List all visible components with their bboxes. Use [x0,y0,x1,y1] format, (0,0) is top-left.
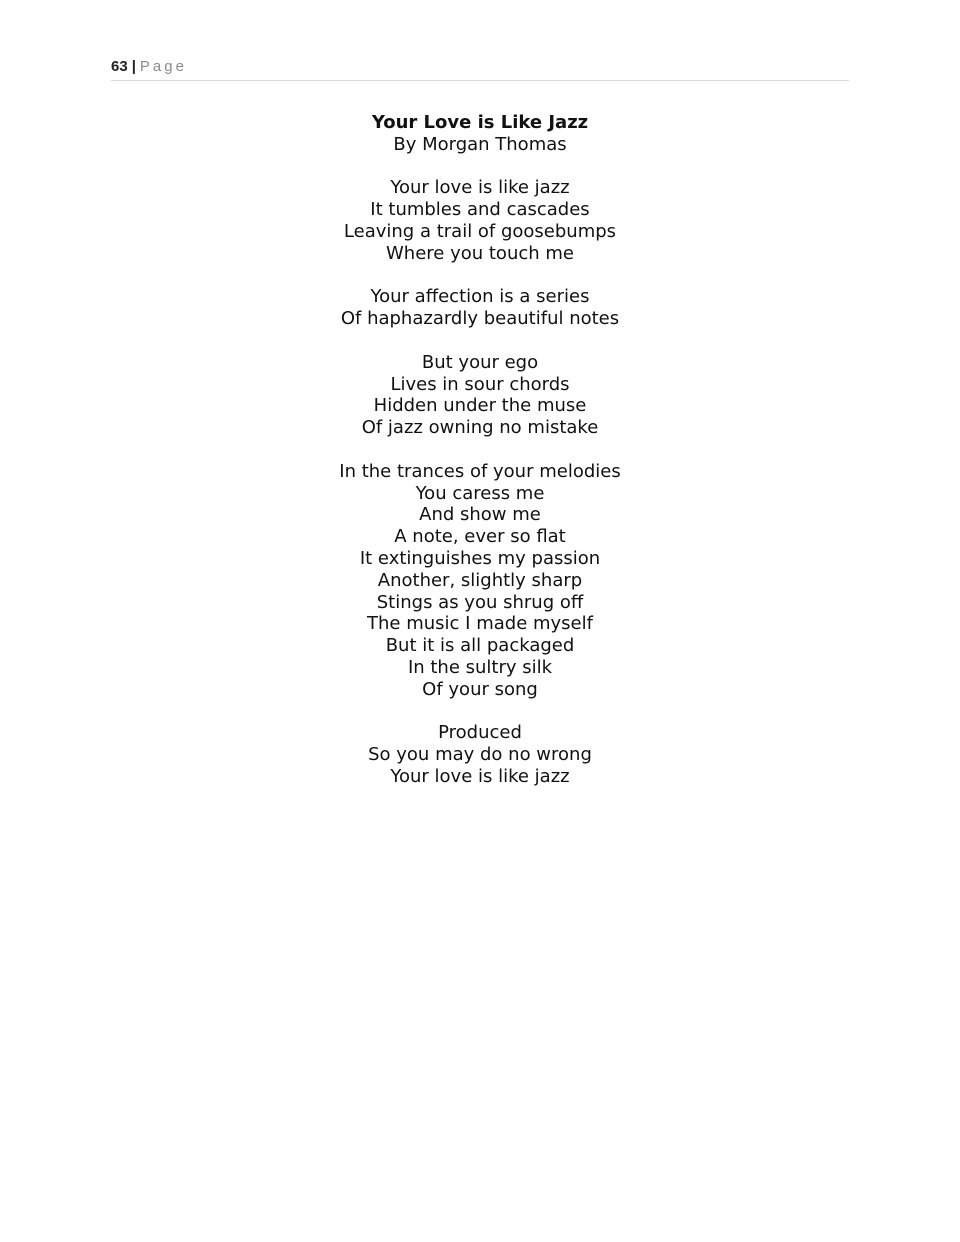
poem-line: Your love is like jazz [390,177,570,199]
poem-line: In the trances of your melodies [339,460,621,482]
stanza-5 [0,722,960,787]
stanza-3 [0,352,960,439]
poem-line: Your love is like jazz [390,765,570,787]
poem-line: Of jazz owning no mistake [361,417,599,439]
poem-line: So you may do no wrong [368,744,592,766]
poem-byline: By Morgan Thomas [393,133,567,155]
page-label: Page [139,58,187,75]
poem-line: It extinguishes my passion [359,547,601,569]
poem-line: And show me [419,504,541,526]
poem-line: Produced [438,722,522,744]
poem-line: You caress me [415,482,545,504]
page-number: 63 [111,58,128,75]
poem-line: Hidden under the muse [373,395,587,417]
poem-line: Another, slightly sharp [377,569,583,591]
poem-line: It tumbles and cascades [370,199,590,221]
poem-line: Your affection is a series [370,286,590,308]
page-separator: | [131,58,136,75]
poem-title: Your Love is Like Jazz [371,112,589,133]
poem-line: Of haphazardly beautiful notes [340,308,620,330]
poem [0,112,960,788]
stanza-2 [0,286,960,330]
poem-line: Stings as you shrug off [376,591,584,613]
poem-line: The music I made myself [367,613,593,635]
poem-line: Of your song [422,678,538,700]
poem-line: Lives in sour chords [390,373,570,395]
poem-line: Leaving a trail of goosebumps [343,220,617,242]
poem-line: But it is all packaged [385,635,575,657]
stanza-4 [0,461,960,701]
page-header [111,56,849,81]
poem-line: Where you touch me [386,242,574,264]
stanza-1 [0,177,960,264]
poem-line: But your ego [421,351,539,373]
poem-line: In the sultry silk [407,656,553,678]
poem-line: A note, ever so flat [394,526,566,548]
